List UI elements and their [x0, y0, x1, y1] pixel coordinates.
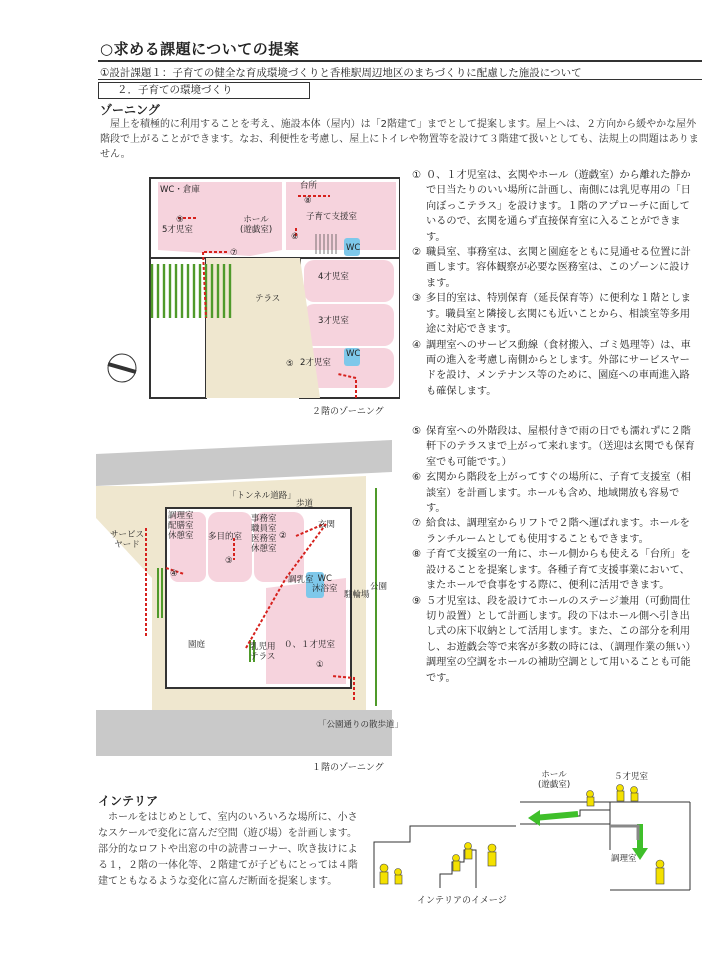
room-wc2: WC: [346, 349, 361, 359]
room-kitchen: 台所: [300, 181, 318, 191]
note-item: ② 職員室、事務室は、玄関と園庭をともに見通せる位置に計画します。容体観察が必要な医務室は、このゾーンに設けます。: [412, 247, 691, 289]
marker-7: ⑦: [230, 248, 238, 258]
room-age01: ０、１才児室: [284, 640, 336, 650]
section-label-cook: 調理室: [611, 854, 637, 864]
note-item: ④ 調理室へのサービス動線（食材搬入、ゴミ処理等）は、車両の進入を考慮し南側からとします。外部にサービスヤードを設け、メンテナンス等のために、園庭への車両進入路も確保します。: [412, 339, 691, 397]
marker-4: ④: [170, 569, 178, 579]
floor2-plan: [100, 168, 400, 408]
label-yard: 園庭: [188, 640, 206, 650]
room-age4: 4才児室: [318, 272, 349, 282]
interior-image-caption: インテリアのイメージ: [417, 896, 507, 906]
note-item: ③ 多目的室は、特別保育（延長保育等）に便利な１階とします。職員室と隣接し玄関にも近いことから、相談室等多用途に対応できます。: [412, 293, 691, 336]
note-item: ⑦ 給食は、調理室からリフトで２階へ運ばれます。ホールをランチルームとしても使用することもできます。: [412, 518, 690, 545]
notes-list-a: [412, 168, 697, 399]
label-tunnel-road: 「トンネル道路」: [228, 491, 296, 501]
marker-8: ⑧: [304, 196, 312, 206]
note-item: ⑧ 子育て支援室の一角に、ホール側からも使える「台所」を設けることを提案します。各種子育て支援事業において、またホールで食事をする際に、便利に活用できます。: [412, 549, 691, 592]
room-office: 事務室 職員室 医務室 休憩室: [251, 514, 277, 554]
marker-2: ②: [279, 531, 287, 541]
floor2-caption: ２階のゾーニング: [312, 407, 384, 417]
label-parking: 駐輪場: [344, 590, 370, 600]
zoning-body: 屋上を積極的に利用することを考え、施設本体（屋内）は「2階建て」までとして提案します。屋上へは、２方向から緩やかな屋外階段で上がることができます。なお、利便性を考慮し、屋上にトイレや物置等を設けて３階建て扱いとしても、法規上の問題はありません。: [100, 119, 699, 160]
subtitle-rule: [98, 79, 702, 80]
room-age5: 5才児室: [162, 225, 193, 235]
section-label-hall: ホール (遊戯室): [538, 770, 571, 790]
marker-3: ③: [225, 556, 233, 566]
note-item: ⑨ ５才児室は、段を設けてホールのステージ兼用（可動間仕切り設置）として計画します。段の下はホール側へ引き出し式の床下収納として活用します。また、この部分を利用し、お遊戯会等で来客が多数の時には、（調理作業の無い）調理室の空調をホールの補助空調として用いることも可能です。: [412, 595, 696, 684]
room-nursing: 調乳室: [288, 575, 314, 585]
room-age2: 2才児室: [300, 358, 331, 368]
marker-6: ⑥: [291, 232, 299, 242]
room-wc-storage: WC・倉庫: [160, 185, 200, 195]
note-item: ⑤ 保育室への外階段は、屋根付きで雨の日でも濡れずに２階軒下のテラスまで上がって来れます。（送迎は玄関でも保育室でも可能です。）: [412, 426, 695, 468]
page-title: ○求める課題についての提案: [100, 40, 300, 58]
room-age3: 3才児室: [318, 316, 349, 326]
interior-body: ホールをはじめとして、室内のいろいろな場所に、小さなスケールで変化に富んだ空間（遊び場）を計画します。部分的なロフトや出窓の中の読書コーナー、吹き抜けによる１，２階の一体化等、２階建てが子どもにとっては４階建てともなるような変化に富んだ断面を提案します。: [98, 812, 358, 887]
section-label-age5: ５才児室: [614, 772, 649, 782]
room-terrace: テラス: [255, 294, 281, 304]
subtitle: ①設計課題１：子育ての健全な育成環境づくりと香椎駅周辺地区のまちづくりに配慮した施設について: [100, 67, 582, 79]
marker-1: ①: [316, 660, 324, 670]
label-park: 公園: [370, 582, 388, 592]
label-baby-terrace: 乳児用 テラス: [250, 642, 276, 662]
floor1-caption: １階のゾーニング: [312, 763, 384, 773]
note-item: ① ０、１才児室は、玄関やホール（遊戯室）から離れた静かで日当たりのいい場所に計画し、南側には乳児専用の「日向ぼっこテラス」を設けます。１階のアプローチに面しているので、玄関を通らず直接保育室に入ることができます。: [412, 170, 691, 243]
room-multi: 多目的室: [208, 532, 243, 542]
room-hall: ホール (遊戯室): [240, 215, 273, 235]
title-rule: [98, 60, 702, 62]
marker-5: ⑤: [286, 359, 294, 369]
label-service-yard: サービス ヤード: [110, 530, 145, 550]
marker-9: ⑨: [176, 215, 184, 225]
label-promenade: 「公園通りの散歩道」: [318, 720, 404, 730]
room-entrance: 玄関: [318, 520, 336, 530]
notes-list-b: [412, 424, 697, 686]
label-sidewalk: 歩道: [296, 499, 314, 509]
room-cook: 調理室 配膳室 休憩室: [168, 511, 194, 541]
zoning-heading: ゾーニング: [100, 103, 160, 117]
section-heading: ２．子育ての環境づくり: [98, 82, 310, 99]
room-wc-bath: WC 沐浴室: [312, 574, 338, 594]
room-support: 子育て支援室: [306, 212, 358, 222]
interior-illustration: [370, 818, 520, 890]
room-wc: WC: [346, 243, 361, 253]
note-item: ⑥ 玄関から階段を上がってすぐの場所に、子育て支援室（相談室）を計画します。ホールも含め、地域開放も容易です。: [412, 472, 691, 515]
interior-heading: インテリア: [98, 794, 159, 808]
